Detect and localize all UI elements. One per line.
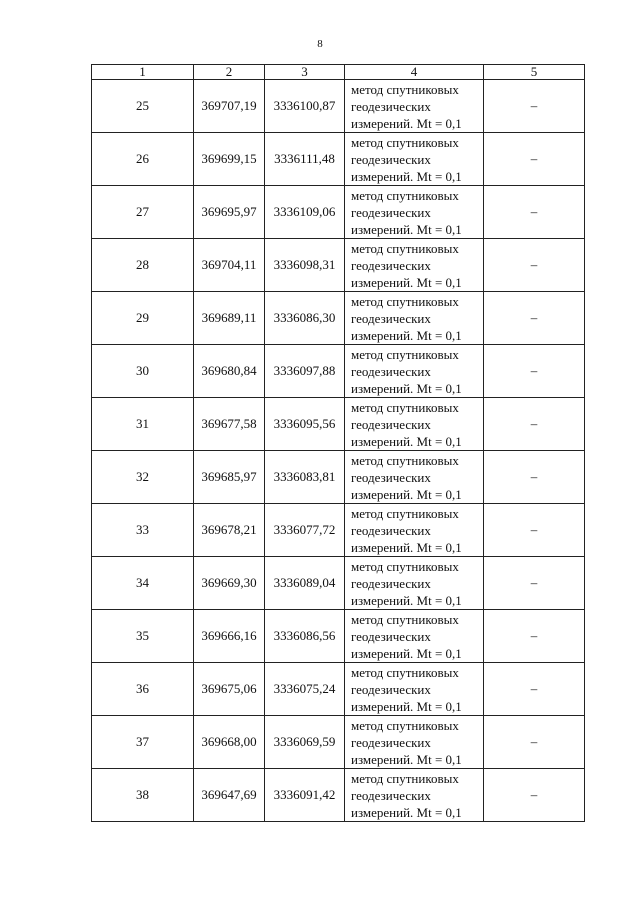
point-number-cell: 36 xyxy=(92,663,194,716)
method-line: измерений. Mt = 0,1 xyxy=(351,433,462,449)
point-number-cell: 32 xyxy=(92,451,194,504)
method-line: метод спутниковых xyxy=(351,505,459,521)
method-line: геодезических xyxy=(351,310,431,326)
method-line: измерений. Mt = 0,1 xyxy=(351,645,462,661)
table-row xyxy=(92,398,585,451)
x-coordinate-cell: 369668,00 xyxy=(194,716,265,769)
point-number-cell: 28 xyxy=(92,239,194,292)
method-cell xyxy=(345,769,484,822)
point-number-cell: 34 xyxy=(92,557,194,610)
x-coordinate-cell: 369677,58 xyxy=(194,398,265,451)
table-row xyxy=(92,769,585,822)
point-number-cell: 35 xyxy=(92,610,194,663)
table-row xyxy=(92,133,585,186)
y-coordinate-cell: 3336089,04 xyxy=(265,557,345,610)
method-cell xyxy=(345,345,484,398)
x-coordinate-cell: 369680,84 xyxy=(194,345,265,398)
method-line: геодезических xyxy=(351,734,431,750)
table-row xyxy=(92,186,585,239)
x-coordinate-cell: 369689,11 xyxy=(194,292,265,345)
table-row xyxy=(92,292,585,345)
y-coordinate-cell: 3336069,59 xyxy=(265,716,345,769)
method-line: измерений. Mt = 0,1 xyxy=(351,327,462,343)
x-coordinate-cell: 369685,97 xyxy=(194,451,265,504)
header-cell-5: 5 xyxy=(484,65,585,80)
y-coordinate-cell: 3336091,42 xyxy=(265,769,345,822)
method-line: геодезических xyxy=(351,204,431,220)
x-coordinate-cell: 369699,15 xyxy=(194,133,265,186)
note-cell: – xyxy=(484,451,585,504)
method-line: измерений. Mt = 0,1 xyxy=(351,539,462,555)
note-cell: – xyxy=(484,398,585,451)
method-line: геодезических xyxy=(351,575,431,591)
method-line: геодезических xyxy=(351,98,431,114)
method-cell xyxy=(345,239,484,292)
note-cell: – xyxy=(484,186,585,239)
method-cell xyxy=(345,133,484,186)
page-number: 8 xyxy=(317,38,323,50)
method-line: метод спутниковых xyxy=(351,664,459,680)
method-line: метод спутниковых xyxy=(351,240,459,256)
table-row xyxy=(92,716,585,769)
method-line: геодезических xyxy=(351,151,431,167)
x-coordinate-cell: 369704,11 xyxy=(194,239,265,292)
point-number-cell: 26 xyxy=(92,133,194,186)
x-coordinate-cell: 369707,19 xyxy=(194,80,265,133)
method-line: геодезических xyxy=(351,681,431,697)
point-number-cell: 37 xyxy=(92,716,194,769)
x-coordinate-cell: 369678,21 xyxy=(194,504,265,557)
note-cell: – xyxy=(484,716,585,769)
header-row xyxy=(92,65,585,80)
method-line: метод спутниковых xyxy=(351,611,459,627)
method-cell xyxy=(345,186,484,239)
y-coordinate-cell: 3336098,31 xyxy=(265,239,345,292)
y-coordinate-cell: 3336077,72 xyxy=(265,504,345,557)
note-cell: – xyxy=(484,769,585,822)
table-row xyxy=(92,80,585,133)
point-number-cell: 33 xyxy=(92,504,194,557)
y-coordinate-cell: 3336109,06 xyxy=(265,186,345,239)
method-line: измерений. Mt = 0,1 xyxy=(351,592,462,608)
point-number-cell: 29 xyxy=(92,292,194,345)
point-number-cell: 30 xyxy=(92,345,194,398)
method-line: измерений. Mt = 0,1 xyxy=(351,698,462,714)
point-number-cell: 27 xyxy=(92,186,194,239)
method-line: геодезических xyxy=(351,628,431,644)
note-cell: – xyxy=(484,133,585,186)
method-cell xyxy=(345,451,484,504)
x-coordinate-cell: 369669,30 xyxy=(194,557,265,610)
note-cell: – xyxy=(484,610,585,663)
x-coordinate-cell: 369647,69 xyxy=(194,769,265,822)
note-cell: – xyxy=(484,663,585,716)
method-line: измерений. Mt = 0,1 xyxy=(351,274,462,290)
method-line: геодезических xyxy=(351,363,431,379)
method-line: измерений. Mt = 0,1 xyxy=(351,486,462,502)
x-coordinate-cell: 369666,16 xyxy=(194,610,265,663)
method-line: метод спутниковых xyxy=(351,293,459,309)
method-line: метод спутниковых xyxy=(351,81,459,97)
point-number-cell: 31 xyxy=(92,398,194,451)
y-coordinate-cell: 3336097,88 xyxy=(265,345,345,398)
method-line: метод спутниковых xyxy=(351,187,459,203)
table-row xyxy=(92,345,585,398)
method-line: метод спутниковых xyxy=(351,134,459,150)
coordinates-table xyxy=(91,64,585,822)
method-line: метод спутниковых xyxy=(351,452,459,468)
method-line: измерений. Mt = 0,1 xyxy=(351,221,462,237)
table-row xyxy=(92,557,585,610)
method-line: метод спутниковых xyxy=(351,399,459,415)
method-cell xyxy=(345,292,484,345)
method-line: измерений. Mt = 0,1 xyxy=(351,115,462,131)
note-cell: – xyxy=(484,557,585,610)
method-cell xyxy=(345,663,484,716)
table-row xyxy=(92,504,585,557)
method-line: геодезических xyxy=(351,787,431,803)
table-row xyxy=(92,451,585,504)
y-coordinate-cell: 3336100,87 xyxy=(265,80,345,133)
y-coordinate-cell: 3336095,56 xyxy=(265,398,345,451)
method-line: метод спутниковых xyxy=(351,346,459,362)
method-cell xyxy=(345,504,484,557)
note-cell: – xyxy=(484,292,585,345)
method-cell xyxy=(345,610,484,663)
table-row xyxy=(92,610,585,663)
method-line: геодезических xyxy=(351,416,431,432)
note-cell: – xyxy=(484,345,585,398)
header-cell-4: 4 xyxy=(345,65,484,80)
note-cell: – xyxy=(484,80,585,133)
point-number-cell: 38 xyxy=(92,769,194,822)
header-cell-3: 3 xyxy=(265,65,345,80)
method-line: измерений. Mt = 0,1 xyxy=(351,804,462,820)
method-cell xyxy=(345,557,484,610)
method-line: геодезических xyxy=(351,257,431,273)
y-coordinate-cell: 3336083,81 xyxy=(265,451,345,504)
table-row xyxy=(92,663,585,716)
method-line: геодезических xyxy=(351,522,431,538)
y-coordinate-cell: 3336086,56 xyxy=(265,610,345,663)
x-coordinate-cell: 369675,06 xyxy=(194,663,265,716)
y-coordinate-cell: 3336111,48 xyxy=(265,133,345,186)
note-cell: – xyxy=(484,504,585,557)
method-cell xyxy=(345,716,484,769)
method-line: метод спутниковых xyxy=(351,717,459,733)
method-line: измерений. Mt = 0,1 xyxy=(351,751,462,767)
method-line: метод спутниковых xyxy=(351,770,459,786)
method-cell xyxy=(345,398,484,451)
x-coordinate-cell: 369695,97 xyxy=(194,186,265,239)
point-number-cell: 25 xyxy=(92,80,194,133)
method-line: геодезических xyxy=(351,469,431,485)
header-cell-1: 1 xyxy=(92,65,194,80)
method-line: измерений. Mt = 0,1 xyxy=(351,168,462,184)
note-cell: – xyxy=(484,239,585,292)
table-row xyxy=(92,239,585,292)
method-cell xyxy=(345,80,484,133)
header-cell-2: 2 xyxy=(194,65,265,80)
y-coordinate-cell: 3336075,24 xyxy=(265,663,345,716)
method-line: измерений. Mt = 0,1 xyxy=(351,380,462,396)
y-coordinate-cell: 3336086,30 xyxy=(265,292,345,345)
method-line: метод спутниковых xyxy=(351,558,459,574)
